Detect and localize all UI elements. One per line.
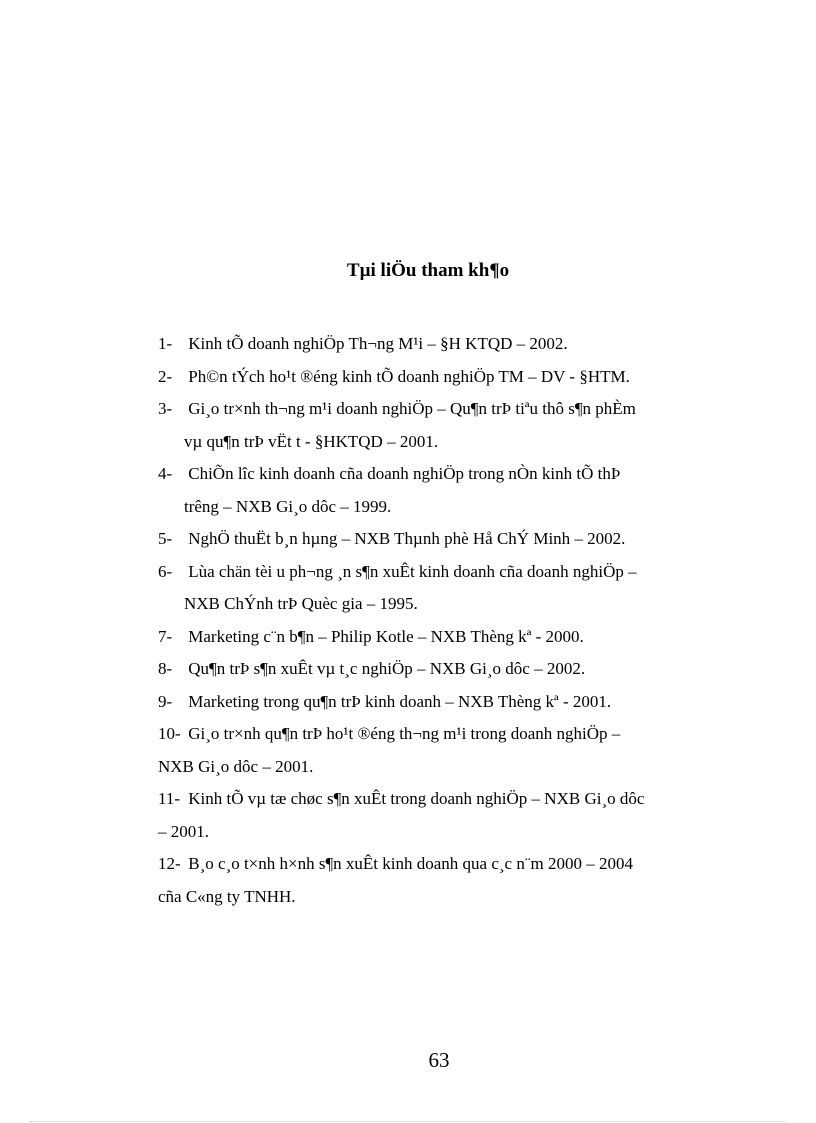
reference-list: [158, 328, 718, 913]
reference-item-3: [158, 393, 718, 426]
reference-text: NXB Gi¸o dôc – 2001.: [158, 756, 314, 776]
reference-item-1: [158, 328, 718, 361]
page-title: Tµi liÖu tham kh¶o: [346, 260, 510, 281]
reference-item-6: [158, 556, 718, 589]
reference-text: vµ qu¶n trÞ vËt t - §HKTQD – 2001.: [184, 431, 439, 451]
reference-number: 10-: [158, 724, 181, 743]
reference-item-8: [158, 653, 718, 686]
reference-text: cña C«ng ty TNHH.: [158, 886, 296, 906]
reference-text: trêng – NXB Gi¸o dôc – 1999.: [184, 496, 392, 516]
reference-text: Kinh tÕ vµ tæ chøc s¶n xuÊt trong doanh nghiÖp – NXB Gi¸o dôc: [188, 789, 645, 808]
reference-item-9: [158, 686, 718, 719]
reference-text: Kinh tÕ doanh nghiÖp Th¬ng M¹i – §H KTQD – 2002.: [188, 334, 568, 353]
reference-number: 11-: [158, 789, 181, 808]
reference-number: 8-: [158, 659, 173, 678]
reference-item-2: [158, 361, 718, 394]
reference-text: ChiÕn lîc kinh doanh cña doanh nghiÖp trong nÒn kinh tÕ thÞ: [188, 464, 621, 483]
reference-item-10-continuation: [158, 751, 718, 784]
reference-number: 3-: [158, 399, 173, 418]
page-bottom-divider: [30, 1121, 786, 1122]
reference-item-7: [158, 621, 718, 654]
reference-item-5: [158, 523, 718, 556]
reference-text: Lùa chän tèi u ph¬ng ¸n s¶n xuÊt kinh doanh cña doanh nghiÖp –: [188, 561, 637, 581]
reference-text: B¸o c¸o t×nh h×nh s¶n xuÊt kinh doanh qua c¸c n¨m 2000 – 2004: [188, 854, 633, 873]
reference-text: Gi¸o tr×nh qu¶n trÞ ho¹t ®éng th¬ng m¹i trong doanh nghiÖp –: [188, 724, 621, 743]
reference-item-12: [158, 848, 718, 881]
reference-text: Marketing trong qu¶n trÞ kinh doanh – NXB Thèng kª - 2001.: [188, 691, 612, 711]
reference-item-11-continuation: [158, 816, 718, 849]
reference-number: 12-: [158, 854, 181, 873]
reference-text: – 2001.: [158, 821, 209, 841]
reference-item-10: [158, 718, 718, 751]
reference-item-3-continuation: [158, 426, 718, 459]
reference-text: NXB ChÝnh trÞ Quèc gia – 1995.: [184, 594, 418, 613]
reference-number: 2-: [158, 366, 173, 386]
reference-text: Qu¶n trÞ s¶n xuÊt vµ t¸c nghiÖp – NXB Gi¸o dôc – 2002.: [188, 659, 586, 678]
reference-text: Marketing c¨n b¶n – Philip Kotle – NXB Thèng kª - 2000.: [188, 626, 584, 646]
reference-number: 5-: [158, 529, 173, 548]
reference-item-6-continuation: [158, 588, 718, 621]
reference-item-12-continuation: [158, 881, 718, 914]
reference-text: NghÖ thuËt b¸n hµng – NXB Thµnh phè Hå ChÝ Minh – 2002.: [188, 529, 626, 548]
reference-number: 7-: [158, 626, 173, 646]
reference-number: 1-: [158, 334, 173, 353]
reference-item-4-continuation: [158, 491, 718, 524]
page-number: 63: [428, 1048, 450, 1072]
reference-number: 6-: [158, 561, 173, 581]
reference-number: 4-: [158, 464, 173, 483]
reference-item-4: [158, 458, 718, 491]
reference-text: Gi¸o tr×nh th¬ng m¹i doanh nghiÖp – Qu¶n trÞ tiªu thô s¶n phÈm: [188, 399, 636, 418]
reference-number: 9-: [158, 691, 173, 711]
reference-item-11: [158, 783, 718, 816]
reference-text: Ph©n tÝch ho¹t ®éng kinh tÕ doanh nghiÖp TM – DV - §HTM.: [188, 366, 630, 386]
